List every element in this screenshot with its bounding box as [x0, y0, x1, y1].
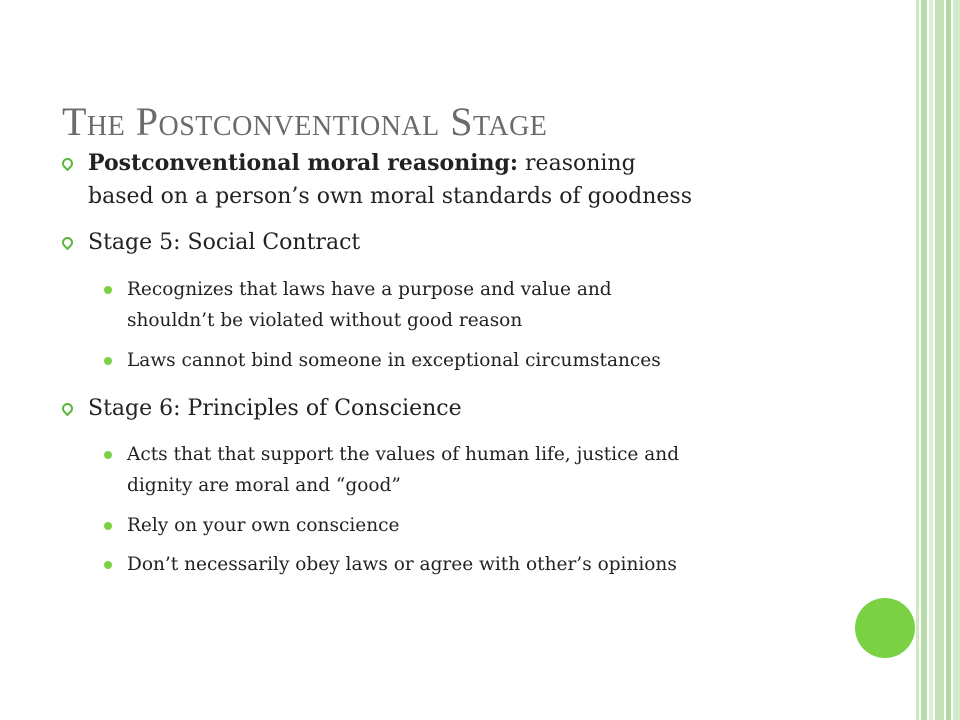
stripe — [929, 0, 933, 720]
bullet-item — [88, 147, 636, 180]
term-label: Postconventional moral reasoning: — [88, 150, 519, 176]
sub-bullet-item: Recognizes that laws have a purpose and value and — [127, 279, 612, 300]
bullet-icon — [60, 235, 76, 251]
sub-bullet-item-continuation: dignity are moral and “good” — [127, 475, 401, 496]
stripe — [935, 0, 944, 720]
bullet-item: Stage 6: Principles of Conscience — [88, 396, 462, 421]
bullet-item: Stage 5: Social Contract — [88, 230, 361, 255]
stripe — [921, 0, 927, 720]
bullet-icon — [60, 401, 76, 417]
bullet-icon — [60, 156, 76, 172]
stripe — [946, 0, 951, 720]
slide-title: The Postconventional Stage — [62, 99, 548, 144]
sub-bullet-icon — [104, 561, 112, 569]
sub-bullet-item: Rely on your own conscience — [127, 515, 400, 536]
sub-bullet-icon — [104, 357, 112, 365]
sub-bullet-icon — [104, 451, 112, 459]
sub-bullet-icon — [104, 522, 112, 530]
sub-bullet-item: Laws cannot bind someone in exceptional circumstances — [127, 350, 661, 371]
sub-bullet-item-continuation: shouldn’t be violated without good reason — [127, 310, 523, 331]
stripe — [916, 0, 919, 720]
sub-bullet-item: Acts that that support the values of human life, justice and — [127, 444, 680, 465]
definition-text: reasoning — [518, 151, 636, 176]
sub-bullet-icon — [104, 286, 112, 294]
bullet-item-continuation: based on a person’s own moral standards of goodness — [88, 184, 693, 209]
stripe — [953, 0, 960, 720]
decorative-green-circle — [855, 598, 915, 658]
sub-bullet-item: Don’t necessarily obey laws or agree with other’s opinions — [127, 554, 677, 575]
